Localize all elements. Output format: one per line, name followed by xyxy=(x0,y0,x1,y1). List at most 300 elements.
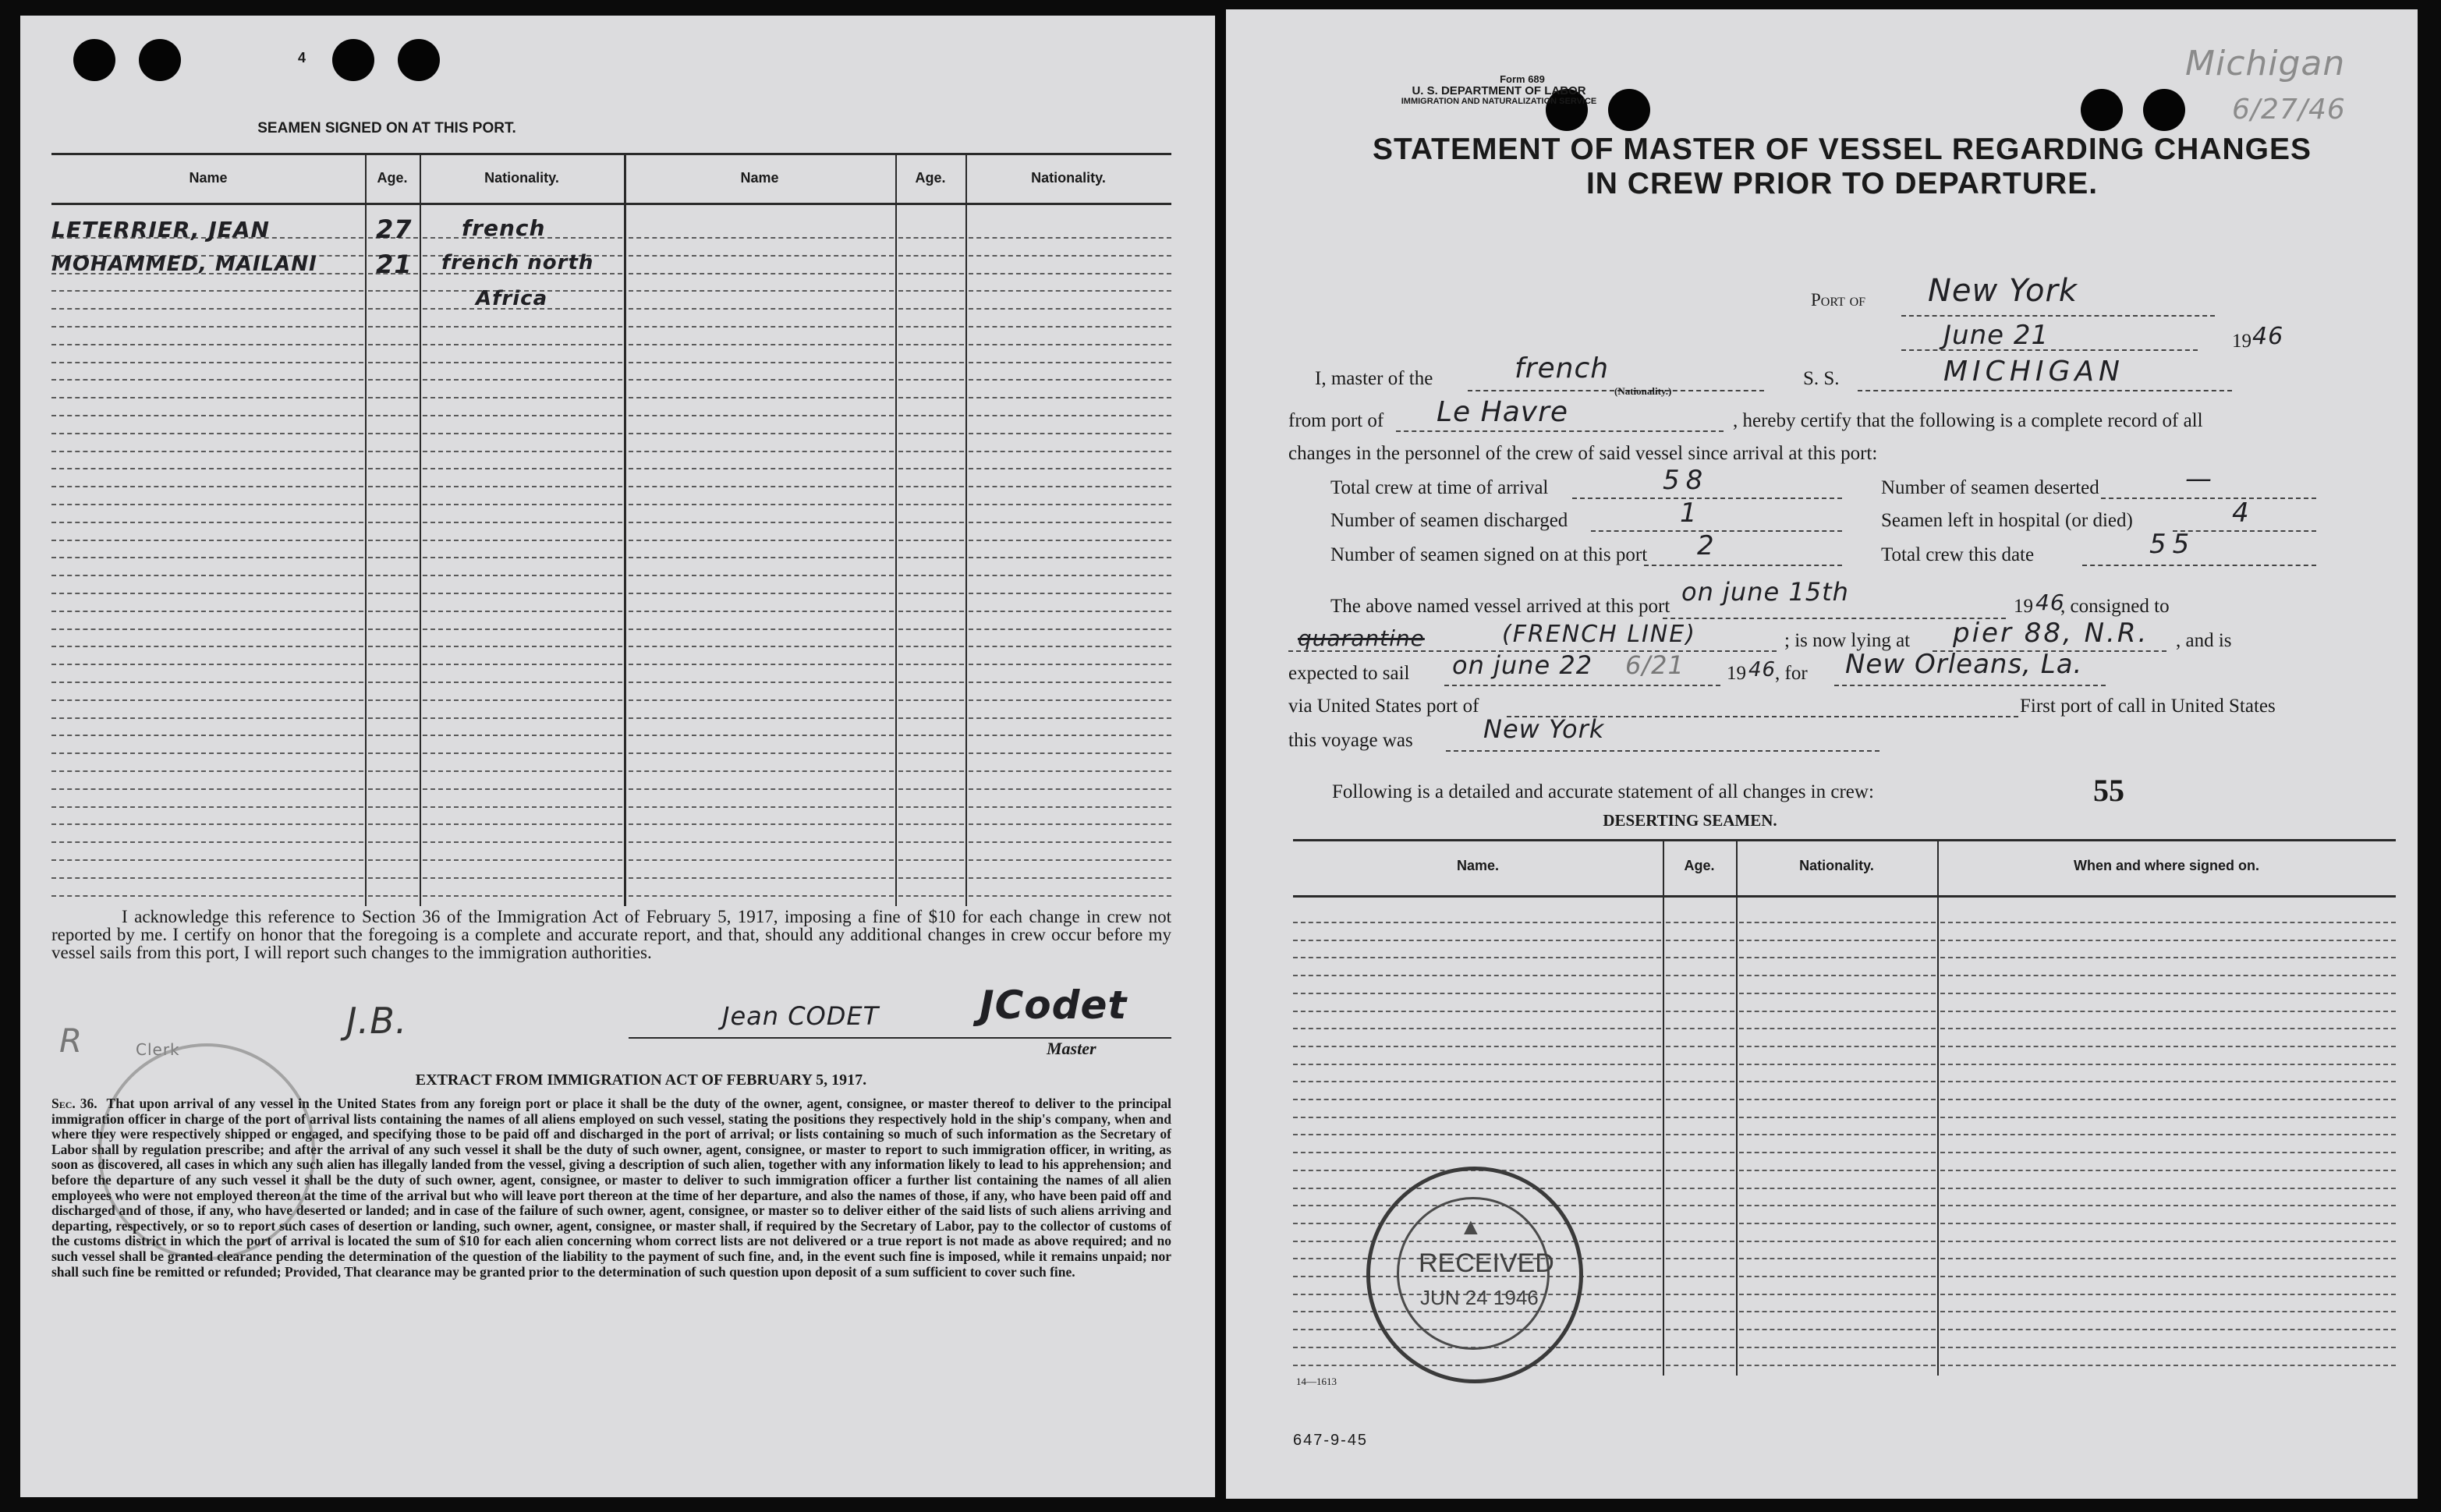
row-rule xyxy=(1739,1188,1936,1189)
row-rule xyxy=(629,504,894,505)
vessel-name: MICHIGAN xyxy=(1943,356,2124,388)
row-rule xyxy=(1666,1117,1734,1118)
row-rule xyxy=(423,468,622,469)
row-rule xyxy=(1666,1311,1734,1312)
row-rule xyxy=(368,575,418,576)
row-rule xyxy=(51,735,363,736)
row-rule xyxy=(969,877,1171,879)
row-rule xyxy=(898,273,964,274)
row-rule xyxy=(423,451,622,452)
col-header-age: Age. xyxy=(915,170,946,186)
row-rule xyxy=(1666,1365,1734,1366)
row-rule xyxy=(423,557,622,558)
row-rule xyxy=(898,415,964,416)
row-rule xyxy=(423,717,622,719)
row-rule xyxy=(368,611,418,612)
date-value: June 21 xyxy=(1943,320,2050,351)
row-rule xyxy=(898,752,964,754)
row-rule xyxy=(1739,1117,1936,1118)
row-rule xyxy=(1739,1046,1936,1047)
row-rule xyxy=(898,379,964,381)
row-rule xyxy=(969,273,1171,274)
row-rule xyxy=(51,895,363,897)
row-rule xyxy=(1293,1011,1661,1012)
row-rule xyxy=(969,397,1171,398)
row-rule xyxy=(423,841,622,843)
row-rule xyxy=(1739,1134,1936,1135)
consigned-label: , consigned to xyxy=(2060,596,2170,617)
stat-label: Number of seamen signed on at this port xyxy=(1330,544,1648,565)
row-rule xyxy=(423,575,622,576)
row-rule xyxy=(51,326,363,328)
row-rule xyxy=(51,575,363,576)
row-rule xyxy=(629,806,894,808)
row-rule xyxy=(898,326,964,328)
row-rule xyxy=(1293,975,1661,976)
row-rule xyxy=(51,877,363,879)
row-rule xyxy=(51,611,363,612)
row-rule xyxy=(969,770,1171,772)
row-rule xyxy=(629,379,894,381)
extract-section-label: Sec. 36. xyxy=(51,1096,97,1111)
ss-label: S. S. xyxy=(1803,368,1840,389)
row-rule xyxy=(1666,1134,1734,1135)
table-cell-age: 27 xyxy=(376,214,413,244)
row-rule xyxy=(1666,957,1734,958)
table-cell-name: LETERRIER, JEAN xyxy=(51,217,270,243)
row-rule xyxy=(969,895,1171,897)
row-rule xyxy=(1666,1170,1734,1171)
row-rule xyxy=(629,397,894,398)
row-rule xyxy=(898,593,964,594)
row-rule xyxy=(629,522,894,523)
row-rule xyxy=(1739,1294,1936,1295)
row-rule xyxy=(969,415,1171,416)
row-rule xyxy=(1739,975,1936,976)
row-rule xyxy=(1293,1064,1661,1065)
row-rule xyxy=(368,362,418,363)
row-rule xyxy=(423,823,622,825)
stat-value: 4 xyxy=(2232,498,2250,529)
col-header-name: Name xyxy=(740,170,779,186)
row-rule xyxy=(1666,1028,1734,1029)
row-rule xyxy=(1293,1117,1661,1118)
desert-table-top-rule xyxy=(1293,839,2396,841)
row-rule xyxy=(1940,1241,2396,1242)
row-rule xyxy=(51,397,363,398)
form-front-page xyxy=(1226,9,2418,1499)
row-rule xyxy=(1293,1028,1661,1029)
lying-value: pier 88, N.R. xyxy=(1953,618,2149,649)
master-signature: JCodet xyxy=(980,983,1128,1028)
row-rule xyxy=(629,841,894,843)
row-rule xyxy=(1739,1241,1936,1242)
row-rule xyxy=(1666,1294,1734,1295)
row-rule xyxy=(368,451,418,452)
row-rule xyxy=(423,752,622,754)
row-rule xyxy=(1940,1311,2396,1312)
stat-label: Seamen left in hospital (or died) xyxy=(1881,510,2133,531)
row-rule xyxy=(368,877,418,879)
row-rule xyxy=(969,735,1171,736)
punch-hole xyxy=(332,39,374,81)
stat-label: Total crew this date xyxy=(1881,544,2035,565)
row-rule xyxy=(423,379,622,381)
table-cell-nationality: french north xyxy=(441,251,594,274)
row-rule xyxy=(368,699,418,701)
row-rule xyxy=(51,682,363,683)
corner-note: Michigan xyxy=(2185,44,2346,83)
row-rule xyxy=(969,237,1171,239)
row-rule xyxy=(51,433,363,434)
row-rule xyxy=(368,895,418,897)
arrived-value: on june 15th xyxy=(1681,577,1849,607)
row-rule xyxy=(1940,993,2396,994)
row-rule xyxy=(1739,1258,1936,1259)
row-rule xyxy=(969,255,1171,257)
extract-title: EXTRACT FROM IMMIGRATION ACT OF FEBRUARY 5, 1917. xyxy=(415,1071,867,1089)
row-rule xyxy=(51,468,363,469)
row-rule xyxy=(51,806,363,808)
row-rule xyxy=(1940,1046,2396,1047)
stamp-word: RECEIVED xyxy=(1419,1248,1554,1278)
row-rule xyxy=(1940,1347,2396,1348)
expected-label: expected to sail xyxy=(1288,663,1410,684)
row-rule xyxy=(423,806,622,808)
row-rule xyxy=(1739,1152,1936,1153)
stat-value: — xyxy=(2185,463,2212,494)
row-rule xyxy=(1739,1011,1936,1012)
row-rule xyxy=(51,504,363,505)
row-rule xyxy=(423,629,622,630)
department-name: U. S. DEPARTMENT OF LABOR xyxy=(1412,84,1586,97)
row-rule xyxy=(629,752,894,754)
row-rule xyxy=(1739,1099,1936,1100)
initials-signature: J.B. xyxy=(346,1000,408,1042)
form-print-code: 647-9-45 xyxy=(1293,1432,1369,1449)
row-rule xyxy=(898,575,964,576)
row-rule xyxy=(969,504,1171,505)
year-prefix: 19 xyxy=(2232,331,2251,352)
row-rule xyxy=(629,646,894,647)
row-rule xyxy=(1940,940,2396,941)
row-rule xyxy=(969,540,1171,541)
punch-hole xyxy=(398,39,440,81)
consignee-struck: quarantine xyxy=(1298,625,1425,651)
row-rule xyxy=(898,557,964,558)
row-rule xyxy=(629,682,894,683)
row-rule xyxy=(629,290,894,292)
row-rule xyxy=(969,806,1171,808)
col-header-nationality: Nationality. xyxy=(1031,170,1106,186)
master-name-handwritten: Jean CODET xyxy=(722,1001,880,1031)
row-rule xyxy=(629,255,894,257)
row-rule xyxy=(1666,1188,1734,1189)
margin-initial-mark: R xyxy=(59,1022,83,1060)
row-rule xyxy=(898,255,964,257)
row-rule xyxy=(368,717,418,719)
row-rule xyxy=(368,752,418,754)
row-rule xyxy=(1293,957,1661,958)
row-rule xyxy=(1940,1011,2396,1012)
row-rule xyxy=(423,362,622,363)
row-rule xyxy=(423,611,622,612)
row-rule xyxy=(629,664,894,665)
row-rule xyxy=(423,895,622,897)
row-rule xyxy=(1666,1258,1734,1259)
row-rule xyxy=(1293,1134,1661,1135)
row-rule xyxy=(51,308,363,310)
row-rule xyxy=(898,290,964,292)
row-rule xyxy=(898,877,964,879)
row-rule xyxy=(368,646,418,647)
row-rule xyxy=(51,629,363,630)
stat-value: 1 xyxy=(1680,498,1698,529)
row-rule xyxy=(423,770,622,772)
arrow-icon: ▲ xyxy=(1459,1214,1483,1240)
row-rule xyxy=(1666,1011,1734,1012)
row-rule xyxy=(898,611,964,612)
row-rule xyxy=(368,504,418,505)
col-header-age: Age. xyxy=(377,170,408,186)
row-rule xyxy=(1666,940,1734,941)
row-rule xyxy=(423,699,622,701)
row-rule xyxy=(629,859,894,861)
row-rule xyxy=(629,699,894,701)
row-rule xyxy=(1940,1134,2396,1135)
row-rule xyxy=(629,540,894,541)
row-rule xyxy=(1940,1258,2396,1259)
row-rule xyxy=(1666,1152,1734,1153)
col-header-nationality: Nationality. xyxy=(484,170,559,186)
row-rule xyxy=(629,326,894,328)
row-rule xyxy=(51,540,363,541)
page-number: 4 xyxy=(298,50,306,66)
row-rule xyxy=(898,397,964,398)
following-label: Following is a detailed and accurate statement of all changes in crew: xyxy=(1332,781,1874,802)
row-rule xyxy=(1739,1028,1936,1029)
row-rule xyxy=(423,397,622,398)
row-rule xyxy=(629,770,894,772)
row-rule xyxy=(969,344,1171,345)
certify-text: , hereby certify that the following is a complete record of all xyxy=(1733,410,2203,431)
stat-value: 55 xyxy=(2149,529,2196,560)
row-rule xyxy=(1666,1046,1734,1047)
nationality-value: french xyxy=(1515,352,1610,384)
row-rule xyxy=(629,593,894,594)
table-cell-age: 21 xyxy=(376,250,413,279)
row-rule xyxy=(629,344,894,345)
row-rule xyxy=(629,575,894,576)
row-rule xyxy=(1739,957,1936,958)
row-rule xyxy=(423,344,622,345)
row-rule xyxy=(423,486,622,487)
row-rule xyxy=(969,451,1171,452)
row-rule xyxy=(51,379,363,381)
row-rule xyxy=(898,895,964,897)
row-rule xyxy=(423,788,622,790)
row-rule xyxy=(1293,1099,1661,1100)
print-code: 14—1613 xyxy=(1296,1376,1337,1387)
row-rule xyxy=(969,308,1171,310)
expected-note: 6/21 xyxy=(1625,650,1685,680)
row-rule xyxy=(1940,1099,2396,1100)
row-rule xyxy=(629,433,894,434)
punch-hole xyxy=(139,39,181,81)
row-rule xyxy=(629,308,894,310)
desert-table-header-rule xyxy=(1293,895,2396,898)
row-rule xyxy=(898,823,964,825)
received-stamp xyxy=(1366,1167,1583,1383)
row-rule xyxy=(423,433,622,434)
row-rule xyxy=(1940,1205,2396,1206)
row-rule xyxy=(1739,1347,1936,1348)
row-rule xyxy=(629,237,894,239)
row-rule xyxy=(51,841,363,843)
row-rule xyxy=(423,326,622,328)
row-rule xyxy=(629,735,894,736)
row-rule xyxy=(423,593,622,594)
row-rule xyxy=(368,859,418,861)
row-rule xyxy=(1940,1152,2396,1153)
row-rule xyxy=(368,397,418,398)
row-rule xyxy=(969,362,1171,363)
row-rule xyxy=(1293,940,1661,941)
row-rule xyxy=(368,433,418,434)
row-rule xyxy=(1940,1117,2396,1118)
row-rule xyxy=(1739,1311,1936,1312)
port-value: New York xyxy=(1928,273,2078,309)
extract-body: That upon arrival of any vessel in the United States from any foreign port or place it shall be the duty of the owner, agent, consignee, or master thereof to deliver to the principal immigration officer in charge of the port of arrival lists containing the names of all aliens employed on such vessel, stating the positions they respectively hold in the ship's company, when and where they were respectively shipped or engaged, and specifying those to be paid off and discharged in the port of arrival; or lists containing so much of such information as the Secretary of Labor shall by regulation prescribe; and after the arrival of any such vessel it shall be the duty of such owner, agent, consignee, or master to report to such immigration officer, in writing, as soon as discovered, all cases in which any such alien has illegally landed from the vessel, giving a description of such alien, together with any information likely to lead to his apprehension; and before the departure of any such vessel it shall be the duty of such owner, agent, consignee, or master to deliver to such immigration officer a further list containing the names of all alien employees who were not employed thereon at the time of the arrival but who will leave port thereon at the time of her departure, and also the names of those, if any, who have been paid off and discharged and of those, if any, who have deserted or landed; and in case of the failure of such owner, agent, consignee, or master so to deliver either of the said lists of such aliens arriving and departing, respectively, or so to report such cases of desertion or landing, such owner, agent, consignee, or master shall, if required by the Secretary of Labor, pay to the collector of customs of the customs district in which the port of arrival is located the sum of $10 for each alien concerning whom correct lists are not delivered or a true report is not made as above required; and no such vessel shall be granted clearance pending the determination of the question of the liability to the payment of such fine, and, in the event such fine is imposed, while it remains unpaid; nor shall such fine be remitted or refunded; Provided, That clearance may be granted prior to the determination of such question upon deposit of a sum sufficient to cover such fine. xyxy=(51,1096,1171,1280)
table-cell-name: MOHAMMED, MAILANI xyxy=(51,253,317,276)
row-rule xyxy=(969,664,1171,665)
row-rule xyxy=(1940,975,2396,976)
row-rule xyxy=(898,344,964,345)
row-rule xyxy=(1739,1081,1936,1082)
expected-value: on june 22 xyxy=(1452,650,1593,680)
row-rule xyxy=(969,611,1171,612)
row-rule xyxy=(368,770,418,772)
row-rule xyxy=(368,823,418,825)
row-rule xyxy=(898,540,964,541)
row-rule xyxy=(1666,1099,1734,1100)
row-rule xyxy=(368,522,418,523)
row-rule xyxy=(898,646,964,647)
year-value: 46 xyxy=(2252,323,2284,350)
row-rule xyxy=(368,788,418,790)
corner-date: 6/27/46 xyxy=(2232,94,2346,126)
row-rule xyxy=(423,859,622,861)
row-rule xyxy=(1940,1365,2396,1366)
form-back-page xyxy=(20,16,1215,1497)
row-rule xyxy=(423,504,622,505)
desert-col-nationality: Nationality. xyxy=(1799,858,1874,873)
row-rule xyxy=(969,557,1171,558)
row-rule xyxy=(1940,1223,2396,1224)
row-rule xyxy=(368,379,418,381)
row-rule xyxy=(898,859,964,861)
row-rule xyxy=(1293,1152,1661,1153)
destination-value: New Orleans, La. xyxy=(1845,649,2083,680)
row-rule xyxy=(423,682,622,683)
form-title-line1: STATEMENT OF MASTER OF VESSEL REGARDING CHANGES xyxy=(1372,133,2312,166)
row-rule xyxy=(898,237,964,239)
consigned-year: 46 xyxy=(2035,590,2065,615)
row-rule xyxy=(1666,1064,1734,1065)
row-rule xyxy=(1739,1205,1936,1206)
service-name: IMMIGRATION AND NATURALIZATION SERVICE xyxy=(1401,97,1597,106)
via-label: via United States port of xyxy=(1288,696,1479,717)
and-is-label: , and is xyxy=(2176,630,2232,651)
stat-label: Number of seamen discharged xyxy=(1330,510,1568,531)
row-rule xyxy=(51,486,363,487)
row-rule xyxy=(368,290,418,292)
row-rule xyxy=(898,682,964,683)
row-rule xyxy=(368,664,418,665)
row-rule xyxy=(969,859,1171,861)
row-rule xyxy=(629,717,894,719)
row-rule xyxy=(629,629,894,630)
row-rule xyxy=(368,468,418,469)
row-rule xyxy=(423,646,622,647)
row-rule xyxy=(1940,1188,2396,1189)
row-rule xyxy=(51,664,363,665)
row-rule xyxy=(969,593,1171,594)
stat-label: Number of seamen deserted xyxy=(1881,477,2099,498)
row-rule xyxy=(1739,922,1936,923)
row-rule xyxy=(368,344,418,345)
row-rule xyxy=(368,557,418,558)
row-rule xyxy=(1739,1170,1936,1171)
row-rule xyxy=(629,451,894,452)
row-rule xyxy=(51,344,363,345)
row-rule xyxy=(1293,993,1661,994)
stat-value: 58 xyxy=(1663,465,1709,496)
row-rule xyxy=(969,646,1171,647)
row-rule xyxy=(1666,922,1734,923)
row-rule xyxy=(969,717,1171,719)
row-rule xyxy=(629,788,894,790)
row-rule xyxy=(1940,922,2396,923)
row-rule xyxy=(629,273,894,274)
acknowledgment-text: I acknowledge this reference to Section 36 of the Immigration Act of February 5, 1917, imposing a fine of $10 for each change in crew not reported by me. I certify on honor that the foregoing is a complete and accurate report, and that, should any additional changes in crew occur before my vessel sails from this port, I will report such changes to the immigration authorities. xyxy=(51,907,1171,962)
row-rule xyxy=(1739,940,1936,941)
row-rule xyxy=(368,415,418,416)
row-rule xyxy=(629,415,894,416)
row-rule xyxy=(368,540,418,541)
row-rule xyxy=(51,770,363,772)
row-rule xyxy=(898,735,964,736)
row-rule xyxy=(368,841,418,843)
row-rule xyxy=(969,290,1171,292)
changes-text: changes in the personnel of the crew of said vessel since arrival at this port: xyxy=(1288,443,1878,464)
form-title-line2: IN CREW PRIOR TO DEPARTURE. xyxy=(1585,167,2099,200)
row-rule xyxy=(969,433,1171,434)
from-port-label: from port of xyxy=(1288,410,1384,431)
consignee-value: (FRENCH LINE) xyxy=(1502,621,1696,648)
master-prefix: I, master of the xyxy=(1315,368,1433,389)
row-rule xyxy=(898,664,964,665)
row-rule xyxy=(51,415,363,416)
desert-col-name: Name. xyxy=(1456,858,1500,873)
row-rule xyxy=(368,629,418,630)
voyage-value: New York xyxy=(1483,714,1605,744)
row-rule xyxy=(629,895,894,897)
row-rule xyxy=(368,682,418,683)
row-rule xyxy=(969,823,1171,825)
row-rule xyxy=(898,486,964,487)
row-rule xyxy=(969,575,1171,576)
